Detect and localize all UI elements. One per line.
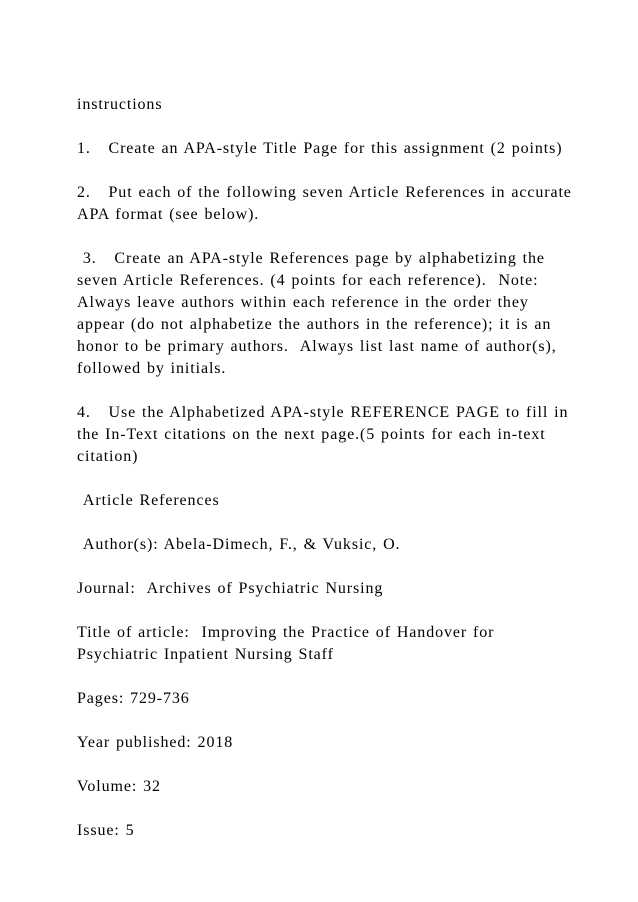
reference-volume: Volume: 32 — [77, 778, 161, 795]
instruction-item-4: 4. Use the Alphabetized APA-style REFERENCE PAGE to fill in the In-Text citations on the next page.(5 points for each in-text citation) — [77, 404, 575, 465]
reference-year: Year published: 2018 — [77, 734, 234, 751]
instruction-item-1: 1. Create an APA-style Title Page for this assignment (2 points) — [77, 140, 563, 157]
reference-article-title: Title of article: Improving the Practice of Handover for Psychiatric Inpatient Nursing Staff — [77, 624, 501, 663]
reference-issue: Issue: 5 — [77, 822, 135, 839]
reference-journal: Journal: Archives of Psychiatric Nursing — [77, 580, 384, 597]
instruction-item-2: 2. Put each of the following seven Article References in accurate APA format (see below). — [77, 184, 577, 223]
document-body — [77, 94, 577, 864]
article-references-heading: Article References — [77, 492, 220, 509]
instruction-item-3: 3. Create an APA-style References page by alphabetizing the seven Article References. (4 points for each reference). Note: Always leave authors within each reference in the order they appear (do not alphabetize the authors in the reference); it is an honor to be primary authors. Always list last name of author(s), followed by initials. — [77, 250, 563, 377]
reference-pages: Pages: 729-736 — [77, 690, 190, 707]
reference-authors: Author(s): Abela-Dimech, F., & Vuksic, O. — [77, 536, 401, 553]
instructions-heading: instructions — [77, 96, 163, 113]
